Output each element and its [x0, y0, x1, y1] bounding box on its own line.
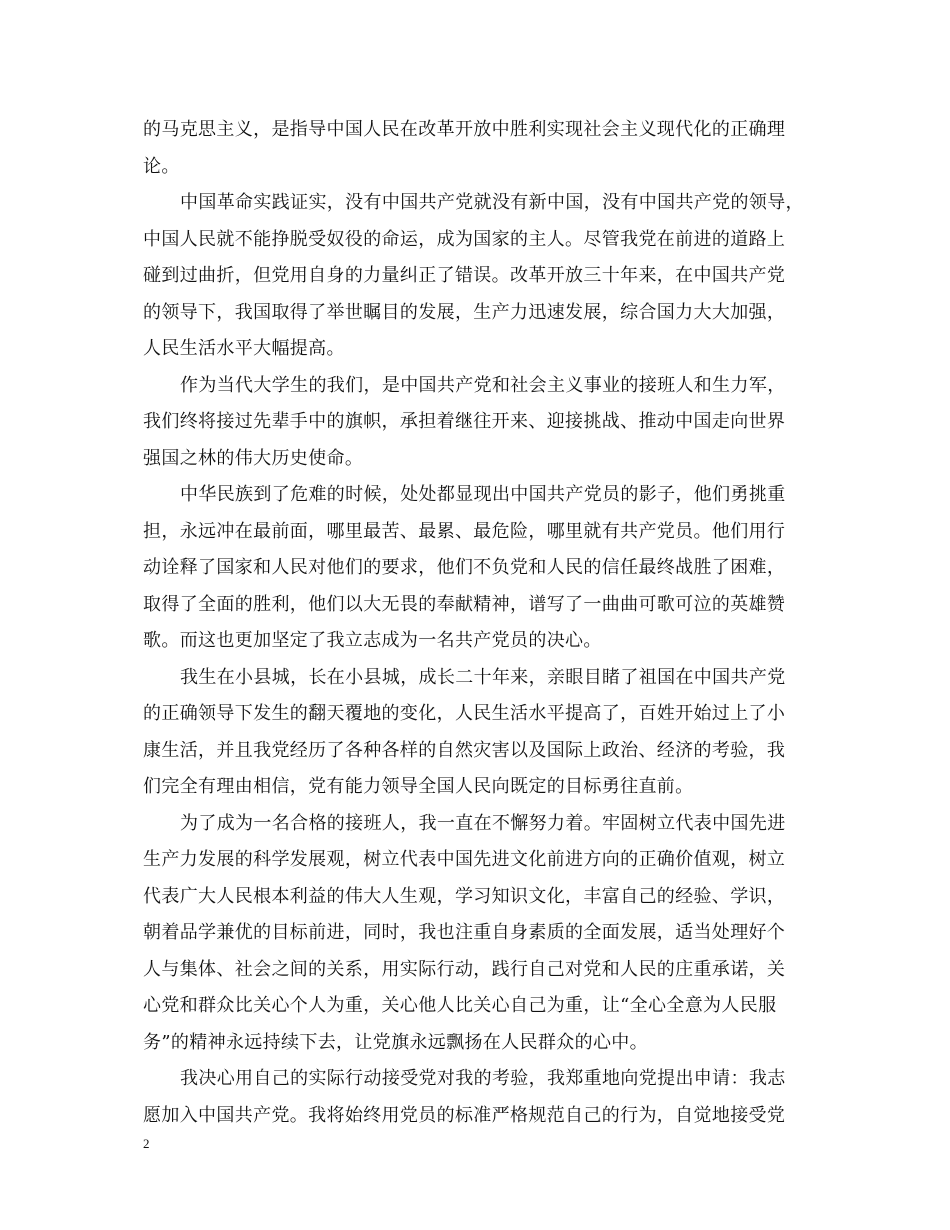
text-line: 的正确领导下发生的翻天覆地的变化，人民生活水平提高了，百姓开始过上了小	[143, 703, 786, 724]
text-line: 强国之林的伟大历史使命。	[143, 447, 364, 469]
text-line: 生产力发展的科学发展观，树立代表中国先进文化前进方向的正确价值观，树立	[143, 849, 786, 870]
text-line: 中华民族到了危难的时候，处处都显现出中国共产党员的影子，他们勇挑重	[180, 484, 786, 505]
text-line: 我们终将接过先辈手中的旗帜，承担着继往开来、迎接挑战、推动中国走向世界	[143, 411, 786, 432]
text-line: 中国人民就不能挣脱受奴役的命运，成为国家的主人。尽管我党在前进的道路上	[143, 228, 786, 250]
text-line: 心党和群众比关心个人为重，关心他人比关心自己为重，让“全心全意为人民服	[143, 995, 777, 1016]
text-line: 论。	[143, 155, 180, 177]
document-body	[143, 112, 823, 1134]
text-line: 动诠释了国家和人民对他们的要求，他们不负党和人民的信任最终战胜了困难，	[143, 557, 786, 578]
text-line: 朝着品学兼优的目标前进，同时，我也注重自身素质的全面发展，适当处理好个	[143, 922, 786, 943]
text-line: 的马克思主义，是指导中国人民在改革开放中胜利实现社会主义现代化的正确理	[143, 119, 786, 140]
page-number: 2	[143, 1136, 150, 1151]
text-line: 人民生活水平大幅提高。	[143, 338, 345, 359]
text-line: 取得了全面的胜利，他们以大无畏的奉献精神，谱写了一曲曲可歌可泣的英雄赞	[143, 593, 786, 615]
text-line: 愿加入中国共产党。我将始终用党员的标准严格规范自己的行为，自觉地接受党	[143, 1104, 786, 1126]
text-line: 担，永远冲在最前面，哪里最苦、最累、最危险，哪里就有共产党员。他们用行	[143, 520, 786, 542]
text-line: 的领导下，我国取得了举世瞩目的发展，生产力迅速发展，综合国力大大加强，	[143, 301, 786, 323]
text-line: 中国革命实践证实，没有中国共产党就没有新中国，没有中国共产党的领导，	[180, 192, 804, 213]
text-line: 康生活，并且我党经历了各种各样的自然灾害以及国际上政治、经济的考验，我	[143, 739, 786, 761]
text-line: 我决心用自己的实际行动接受党对我的考验，我郑重地向党提出申请：我志	[180, 1068, 786, 1089]
text-line: 代表广大人民根本利益的伟大人生观，学习知识文化，丰富自己的经验、学识，	[143, 885, 786, 907]
text-line: 作为当代大学生的我们，是中国共产党和社会主义事业的接班人和生力军，	[180, 374, 786, 396]
text-line: 碰到过曲折，但党用自身的力量纠正了错误。改革开放三十年来，在中国共产党	[143, 265, 786, 286]
text-line: 歌。而这也更加坚定了我立志成为一名共产党员的决心。	[143, 630, 602, 651]
text-line: 为了成为一名合格的接班人，我一直在不懈努力着。牢固树立代表中国先进	[180, 812, 786, 834]
text-line: 人与集体、社会之间的关系，用实际行动，践行自己对党和人民的庄重承诺，关	[143, 958, 786, 980]
text-line: 们完全有理由相信，党有能力领导全国人民向既定的目标勇往直前。	[143, 776, 694, 797]
text-line: 务”的精神永远持续下去，让党旗永远飘扬在人民群众的心中。	[143, 1031, 648, 1053]
text-line: 我生在小县城，长在小县城，成长二十年来，亲眼目睹了祖国在中国共产党	[180, 666, 786, 688]
